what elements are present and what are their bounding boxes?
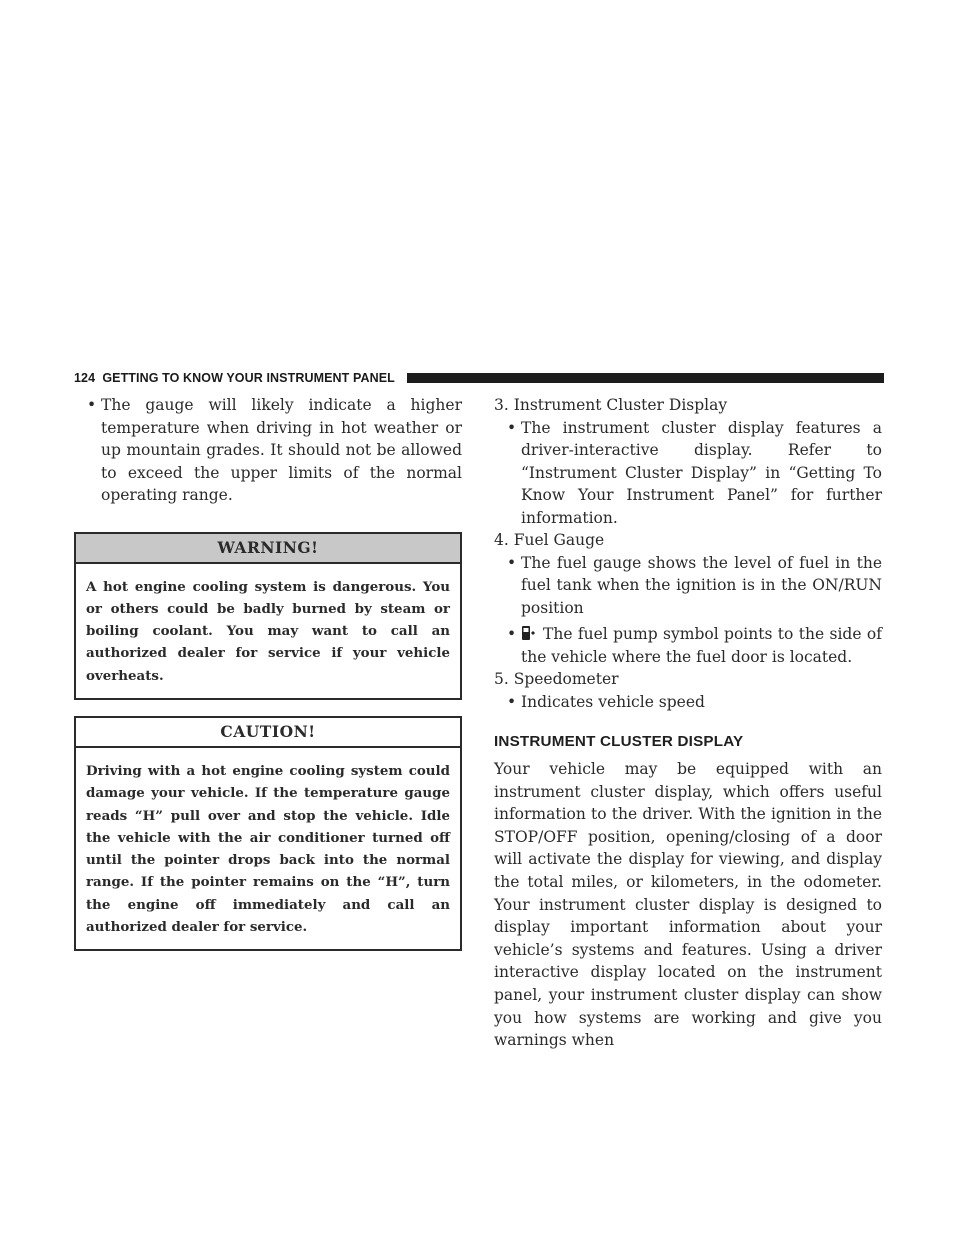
page-header — [74, 370, 884, 386]
bullet-marker: • — [87, 396, 97, 414]
list-item-cluster-display — [494, 394, 882, 529]
bullet-text: The fuel gauge shows the level of fuel in the fuel tank when the ignition is in the ON/RUN position — [521, 553, 882, 617]
caution-title: CAUTION! — [76, 718, 460, 748]
chapter-title: GETTING TO KNOW YOUR INSTRUMENT PANEL — [102, 371, 395, 385]
warning-box — [74, 532, 462, 700]
list-item-label: 3. Instrument Cluster Display — [494, 396, 728, 414]
bullet-marker: • — [507, 692, 517, 711]
list-bullet — [507, 623, 882, 668]
list-bullet — [507, 417, 882, 530]
section-paragraph: Your vehicle may be equipped with an instrument cluster display, which offers useful information to the driver. With the ignition in the STOP/OFF position, opening/closing of a door will activate the display for viewing, and display the total miles, or kilometers, in the odometer. Your instrument cluster display is designed to display important information about your vehicle’s systems and features. Using a driver interactive display located on the instrument panel, your instrument cluster display can show you how systems are working and give you warnings when — [494, 760, 882, 1050]
list-bullet — [507, 691, 882, 714]
bullet-marker: • — [507, 625, 517, 643]
list-item-label: 4. Fuel Gauge — [494, 531, 605, 549]
bullet-text: The instrument cluster display features a driver-interactive display. Refer to “Instrument Cluster Display” in “Getting To Know Your Instrument Panel” for further information. — [521, 418, 882, 527]
left-column — [74, 394, 462, 951]
bullet-marker: • — [507, 553, 517, 572]
header-label — [74, 370, 395, 386]
section-title: INSTRUMENT CLUSTER DISPLAY — [494, 733, 744, 750]
warning-body: A hot engine cooling system is dangerous. You or others could be badly burned by steam or boiling coolant. You may want to call an authorized dealer for service if your vehicle overheats. — [86, 578, 450, 684]
bullet-text: Indicates vehicle speed — [521, 692, 705, 711]
caution-box — [74, 716, 462, 951]
warning-title: WARNING! — [76, 534, 460, 564]
list-item-fuel-gauge — [494, 529, 882, 668]
page-number: 124 — [74, 371, 96, 385]
header-rule — [407, 373, 884, 383]
list-item-label: 5. Speedometer — [494, 670, 619, 688]
right-column — [494, 394, 882, 1052]
temperature-bullet — [74, 394, 462, 507]
caution-body: Driving with a hot engine cooling system could damage your vehicle. If the temperature gauge reads “H” pull over and stop the vehicle. Idle the vehicle with the air conditioner turned off until the pointer drops back into the normal range. If the pointer remains on the “H”, turn the engine off immediately and call an authorized dealer for service. — [86, 762, 450, 936]
fuel-pump-icon — [521, 625, 537, 641]
bullet-text: The fuel pump symbol points to the side of the vehicle where the fuel door is located. — [521, 625, 882, 666]
list-item-speedometer — [494, 668, 882, 713]
bullet-text: The gauge will likely indicate a higher temperature when driving in hot weather or up mountain grades. It should not be allowed to exceed the upper limits of the normal operating range. — [101, 396, 462, 504]
bullet-marker: • — [507, 418, 517, 437]
list-bullet — [507, 552, 882, 620]
